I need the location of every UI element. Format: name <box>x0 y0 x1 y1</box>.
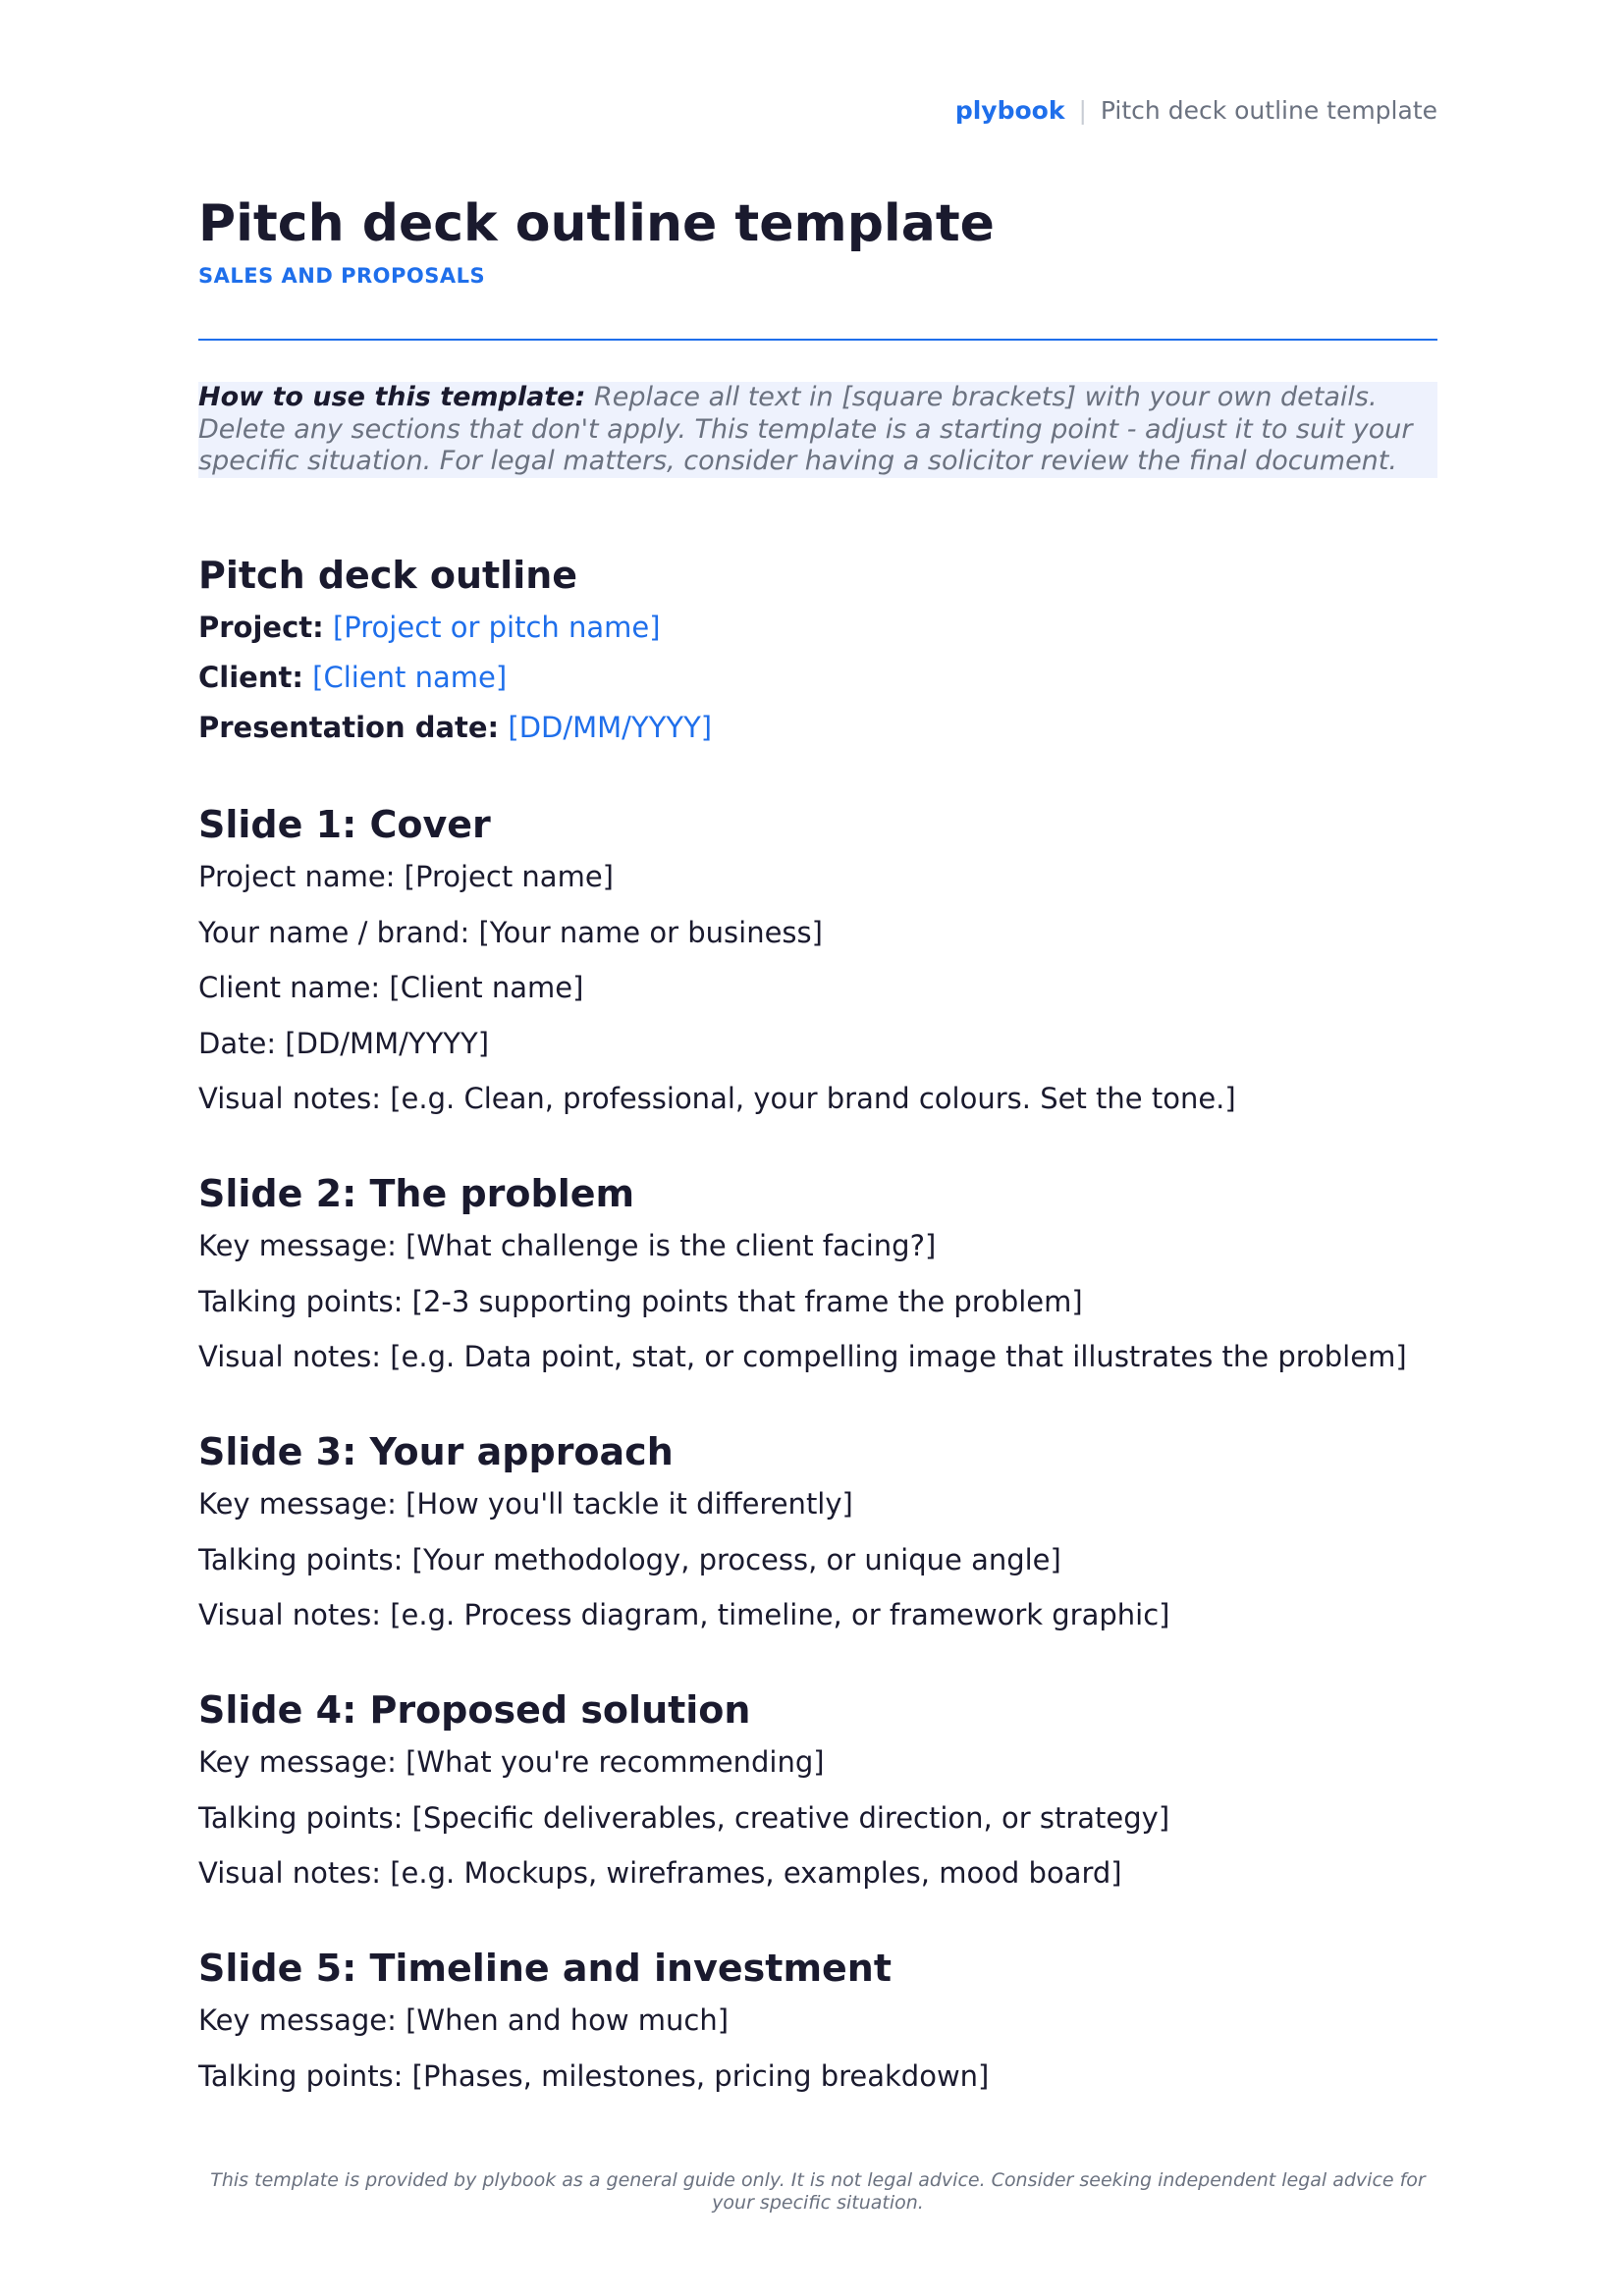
slide-line: Visual notes: [e.g. Clean, professional, your brand colours. Set the tone.] <box>198 1082 1236 1115</box>
slide-line: Date: [DD/MM/YYYY] <box>198 1026 490 1060</box>
meta-value[interactable]: [Project or pitch name] <box>332 611 661 644</box>
slide-heading: Slide 3: Your approach <box>198 1430 674 1473</box>
brand-bar <box>955 96 1437 126</box>
slide-line: Visual notes: [e.g. Process diagram, timeline, or framework graphic] <box>198 1598 1170 1631</box>
page-title: Pitch deck outline template <box>198 194 995 253</box>
slide-line: Key message: [When and how much] <box>198 2003 730 2037</box>
slide-line: Key message: [What you're recommending] <box>198 1745 825 1779</box>
slide-heading: Slide 1: Cover <box>198 803 491 846</box>
slide-line: Key message: [How you'll tackle it differently] <box>198 1487 853 1521</box>
slide-4-section <box>198 1687 1437 1911</box>
meta-label: Presentation date: <box>198 711 500 744</box>
slide-heading: Slide 5: Timeline and investment <box>198 1947 893 1990</box>
brand-separator: | <box>1078 96 1087 125</box>
slide-2-section <box>198 1171 1437 1395</box>
slide-line: Visual notes: [e.g. Mockups, wireframes, examples, mood board] <box>198 1856 1122 1890</box>
meta-label: Client: <box>198 661 303 694</box>
meta-client <box>198 660 1437 710</box>
meta-value[interactable]: [DD/MM/YYYY] <box>508 711 713 744</box>
title-divider <box>198 339 1437 341</box>
slide-3-section <box>198 1429 1437 1653</box>
howto-callout <box>198 382 1437 478</box>
brand-logo[interactable]: plybook <box>954 96 1065 125</box>
howto-lead: How to use this template: <box>198 382 586 412</box>
meta-project <box>198 610 1437 660</box>
slide-heading: Slide 2: The problem <box>198 1172 635 1215</box>
slide-line: Key message: [What challenge is the client facing?] <box>198 1229 937 1262</box>
slide-line: Visual notes: [e.g. Data point, stat, or compelling image that illustrates the problem] <box>198 1340 1407 1373</box>
document-page <box>198 0 1437 2296</box>
slide-heading: Slide 4: Proposed solution <box>198 1688 751 1732</box>
outline-heading: Pitch deck outline <box>198 554 578 597</box>
slide-line: Your name / brand: [Your name or business] <box>198 915 823 949</box>
howto-text: Replace all text in [square brackets] with your own details. Delete any sections that don't apply. This template is a starting point - adjust it to suit your specific situation. For legal matters, consider having a solicitor review the final document. <box>198 382 1413 476</box>
meta-label: Project: <box>198 611 324 644</box>
slide-5-section <box>198 1946 1437 2113</box>
slide-line: Talking points: [Specific deliverables, creative direction, or strategy] <box>198 1800 1170 1835</box>
slide-line: Talking points: [Your methodology, process, or unique angle] <box>198 1542 1061 1576</box>
category-label: SALES AND PROPOSALS <box>198 264 486 288</box>
outline-section <box>198 553 1437 760</box>
slide-1-section <box>198 802 1437 1137</box>
brand-doc-title: Pitch deck outline template <box>1100 96 1437 125</box>
slide-line: Talking points: [2-3 supporting points that frame the problem] <box>198 1284 1083 1318</box>
meta-value[interactable]: [Client name] <box>312 661 508 694</box>
slide-line: Client name: [Client name] <box>198 971 584 1004</box>
disclaimer-footer: This template is provided by plybook as a general guide only. It is not legal advice. Consider seeking independent legal advice for your specific situation. <box>210 2169 1426 2214</box>
slide-line: Project name: [Project name] <box>198 860 614 893</box>
slide-line: Talking points: [Phases, milestones, pricing breakdown] <box>198 2058 990 2093</box>
meta-presentation-date <box>198 710 1437 760</box>
